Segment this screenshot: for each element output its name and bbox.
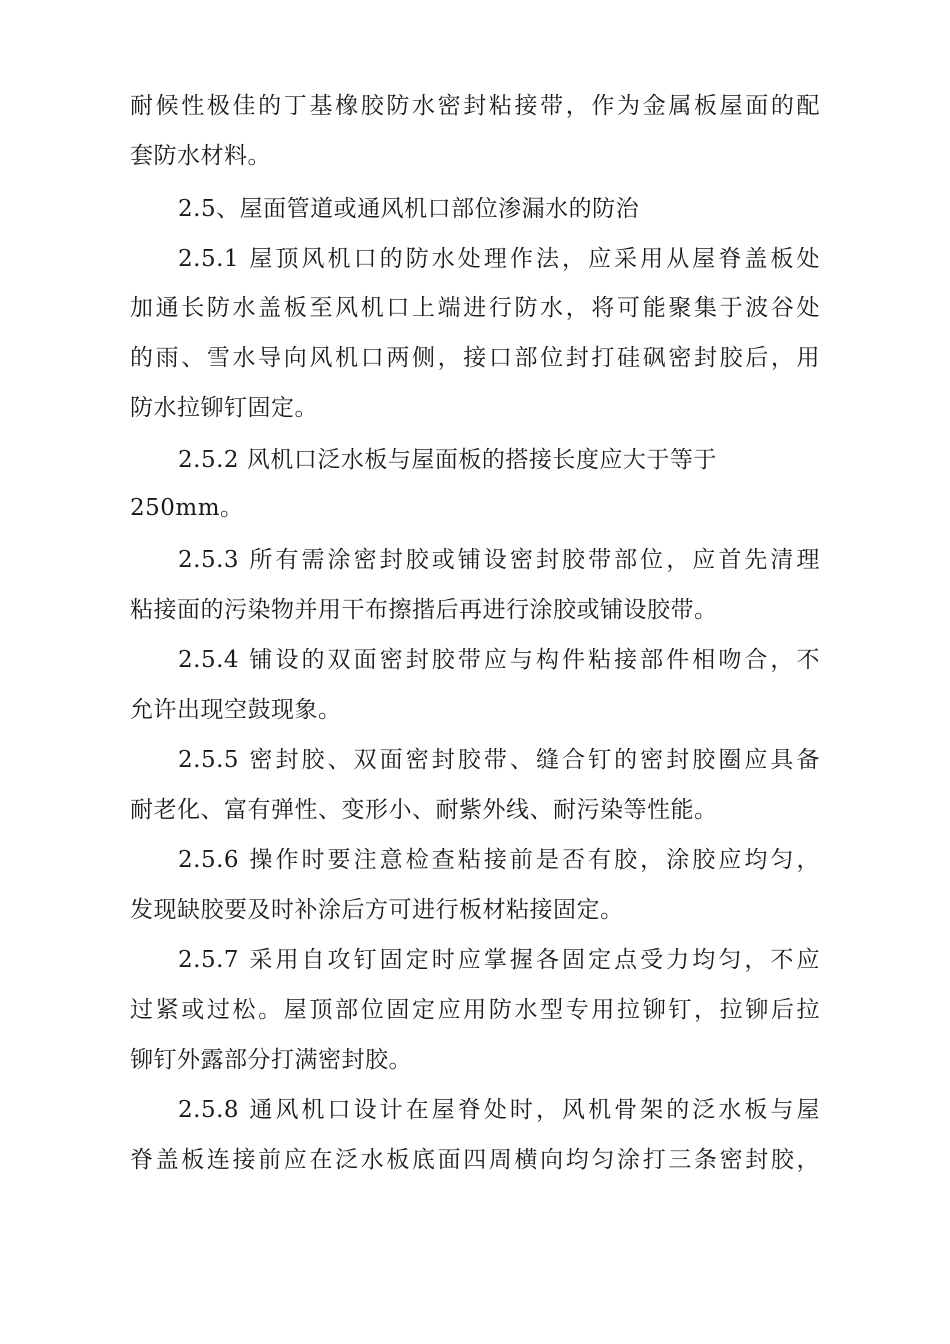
body-text-line: 2.5.5 密封胶、双面密封胶带、缝合钉的密封胶圈应具备 <box>178 747 820 773</box>
body-text-line: 的雨、雪水导向风机口两侧，接口部位封打硅砜密封胶后，用 <box>130 345 820 371</box>
body-text-line: 耐候性极佳的丁基橡胶防水密封粘接带，作为金属板屋面的配 <box>130 93 820 119</box>
body-text-line: 耐老化、富有弹性、变形小、耐紫外线、耐污染等性能。 <box>130 797 718 823</box>
body-text-line: 2.5.6 操作时要注意检查粘接前是否有胶，涂胶应均匀， <box>178 847 820 873</box>
body-text-line: 2.5.1 屋顶风机口的防水处理作法，应采用从屋脊盖板处 <box>178 246 820 272</box>
body-text-line: 2.5.2 风机口泛水板与屋面板的搭接长度应大于等于 <box>178 447 717 473</box>
section-heading: 2.5、屋面管道或通风机口部位渗漏水的防治 <box>178 196 640 222</box>
body-text-line: 250mm。 <box>130 495 244 521</box>
body-text-line: 套防水材料。 <box>130 143 271 169</box>
body-text-line: 粘接面的污染物并用干布擦揩后再进行涂胶或铺设胶带。 <box>130 597 718 623</box>
body-text-line: 加通长防水盖板至风机口上端进行防水，将可能聚集于波谷处 <box>130 295 820 321</box>
body-text-line: 2.5.4 铺设的双面密封胶带应与构件粘接部件相吻合，不 <box>178 647 820 673</box>
body-text-line: 2.5.7 采用自攻钉固定时应掌握各固定点受力均匀，不应 <box>178 947 820 973</box>
body-text-line: 铆钉外露部分打满密封胶。 <box>130 1047 412 1073</box>
body-text-line: 发现缺胶要及时补涂后方可进行板材粘接固定。 <box>130 897 624 923</box>
body-text-line: 脊盖板连接前应在泛水板底面四周横向均匀涂打三条密封胶， <box>130 1147 820 1173</box>
body-text-line: 2.5.8 通风机口设计在屋脊处时，风机骨架的泛水板与屋 <box>178 1097 820 1123</box>
body-text-line: 防水拉铆钉固定。 <box>130 395 318 421</box>
body-text-line: 过紧或过松。屋顶部位固定应用防水型专用拉铆钉，拉铆后拉 <box>130 997 820 1023</box>
body-text-line: 2.5.3 所有需涂密封胶或铺设密封胶带部位，应首先清理 <box>178 547 820 573</box>
body-text-line: 允许出现空鼓现象。 <box>130 697 342 723</box>
